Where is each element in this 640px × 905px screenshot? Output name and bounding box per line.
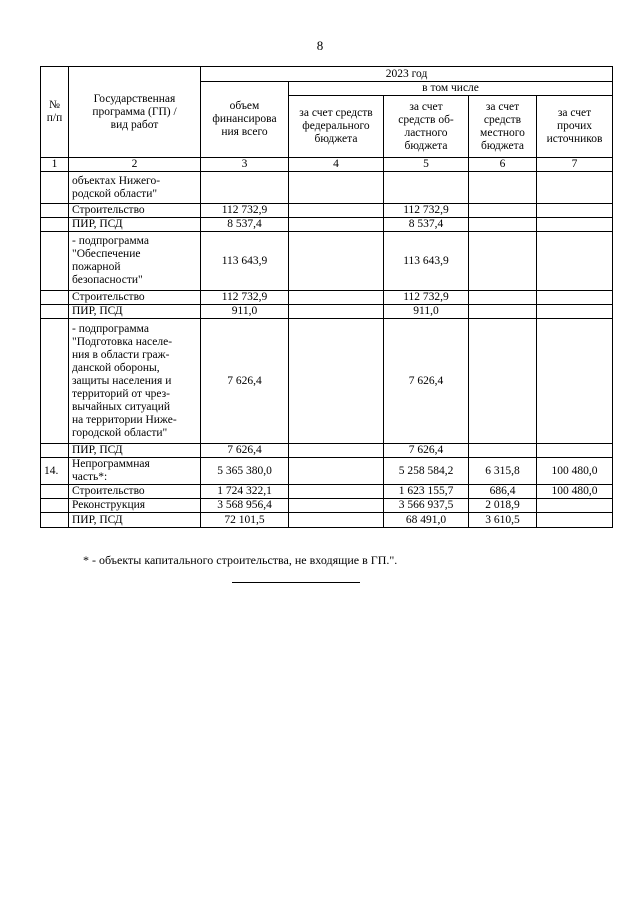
cell-no	[41, 305, 69, 319]
cell-other	[537, 172, 613, 204]
cell-other: 100 480,0	[537, 458, 613, 485]
cell-total: 5 365 380,0	[201, 458, 289, 485]
cell-other	[537, 513, 613, 528]
table-row	[41, 458, 613, 485]
cell-total: 112 732,9	[201, 204, 289, 218]
cell-name: объектах Нижего- родской области"	[69, 172, 201, 204]
cell-regional	[384, 172, 469, 204]
cell-no: 14.	[41, 458, 69, 485]
header-program: Государственная программа (ГП) / вид работ	[69, 67, 201, 158]
cell-other	[537, 291, 613, 305]
table-row	[41, 291, 613, 305]
cell-regional: 68 491,0	[384, 513, 469, 528]
cell-name: - подпрограмма "Подготовка населе- ния в области граж- данской обороны, защиты населения и территорий от чрез- вычайных ситуаций на территории Ниже- городской области"	[69, 319, 201, 444]
cell-regional: 7 626,4	[384, 444, 469, 458]
cell-other: 100 480,0	[537, 485, 613, 499]
cell-local: 2 018,9	[469, 499, 537, 513]
cell-name: ПИР, ПСД	[69, 444, 201, 458]
cell-name: - подпрограмма "Обеспечение пожарной безопасности"	[69, 232, 201, 291]
table-row	[41, 232, 613, 291]
cell-name: Строительство	[69, 204, 201, 218]
cell-other	[537, 218, 613, 232]
cell-federal	[289, 232, 384, 291]
cell-federal	[289, 458, 384, 485]
cell-total: 113 643,9	[201, 232, 289, 291]
col-num: 2	[69, 158, 201, 172]
cell-no	[41, 444, 69, 458]
cell-local: 6 315,8	[469, 458, 537, 485]
cell-name: ПИР, ПСД	[69, 218, 201, 232]
cell-local	[469, 204, 537, 218]
col-num: 4	[289, 158, 384, 172]
cell-other	[537, 319, 613, 444]
cell-other	[537, 232, 613, 291]
cell-no	[41, 291, 69, 305]
cell-local	[469, 305, 537, 319]
cell-federal	[289, 319, 384, 444]
footnote: * - объекты капитального строительства, не входящие в ГП.".	[83, 553, 398, 567]
cell-total: 8 537,4	[201, 218, 289, 232]
cell-total: 7 626,4	[201, 319, 289, 444]
cell-regional: 112 732,9	[384, 204, 469, 218]
cell-name: ПИР, ПСД	[69, 305, 201, 319]
cell-local	[469, 319, 537, 444]
header-year: 2023 год	[201, 67, 613, 82]
cell-federal	[289, 291, 384, 305]
table-row	[41, 305, 613, 319]
cell-regional: 8 537,4	[384, 218, 469, 232]
header-federal: за счет средств федерального бюджета	[289, 96, 384, 158]
cell-no	[41, 204, 69, 218]
cell-no	[41, 218, 69, 232]
header-regional: за счет средств об- ластного бюджета	[384, 96, 469, 158]
cell-regional: 112 732,9	[384, 291, 469, 305]
col-num: 1	[41, 158, 69, 172]
table-row	[41, 172, 613, 204]
cell-federal	[289, 204, 384, 218]
header-total: объем финансирова ния всего	[201, 82, 289, 158]
cell-local	[469, 291, 537, 305]
cell-local	[469, 444, 537, 458]
cell-no	[41, 172, 69, 204]
cell-regional: 911,0	[384, 305, 469, 319]
col-num: 7	[537, 158, 613, 172]
cell-local	[469, 218, 537, 232]
cell-regional: 3 566 937,5	[384, 499, 469, 513]
cell-total: 7 626,4	[201, 444, 289, 458]
header-no: № п/п	[41, 67, 69, 158]
closing-rule	[232, 582, 360, 583]
cell-name: ПИР, ПСД	[69, 513, 201, 528]
cell-other	[537, 305, 613, 319]
cell-regional: 1 623 155,7	[384, 485, 469, 499]
cell-name: Непрограммная часть*:	[69, 458, 201, 485]
cell-regional: 5 258 584,2	[384, 458, 469, 485]
col-num: 5	[384, 158, 469, 172]
cell-local	[469, 232, 537, 291]
cell-total: 112 732,9	[201, 291, 289, 305]
cell-federal	[289, 485, 384, 499]
financing-table	[40, 66, 613, 528]
table-row	[41, 319, 613, 444]
cell-no	[41, 319, 69, 444]
table-row	[41, 513, 613, 528]
cell-total	[201, 172, 289, 204]
cell-other	[537, 204, 613, 218]
table-row	[41, 499, 613, 513]
cell-no	[41, 232, 69, 291]
cell-federal	[289, 499, 384, 513]
cell-name: Строительство	[69, 291, 201, 305]
page-number: 8	[316, 38, 324, 53]
cell-total: 3 568 956,4	[201, 499, 289, 513]
table-row	[41, 218, 613, 232]
cell-federal	[289, 513, 384, 528]
cell-federal	[289, 172, 384, 204]
cell-federal	[289, 218, 384, 232]
header-including: в том числе	[289, 82, 613, 96]
cell-no	[41, 513, 69, 528]
table-row	[41, 485, 613, 499]
cell-total: 1 724 322,1	[201, 485, 289, 499]
cell-no	[41, 485, 69, 499]
cell-regional: 113 643,9	[384, 232, 469, 291]
cell-name: Строительство	[69, 485, 201, 499]
cell-federal	[289, 444, 384, 458]
cell-regional: 7 626,4	[384, 319, 469, 444]
table-row	[41, 204, 613, 218]
col-num: 6	[469, 158, 537, 172]
cell-local	[469, 172, 537, 204]
column-numbers-row	[41, 158, 613, 172]
cell-other	[537, 444, 613, 458]
cell-total: 911,0	[201, 305, 289, 319]
header-local: за счет средств местного бюджета	[469, 96, 537, 158]
cell-local: 686,4	[469, 485, 537, 499]
col-num: 3	[201, 158, 289, 172]
cell-local: 3 610,5	[469, 513, 537, 528]
table-row	[41, 444, 613, 458]
cell-total: 72 101,5	[201, 513, 289, 528]
cell-no	[41, 499, 69, 513]
header-other: за счет прочих источников	[537, 96, 613, 158]
cell-other	[537, 499, 613, 513]
cell-name: Реконструкция	[69, 499, 201, 513]
cell-federal	[289, 305, 384, 319]
